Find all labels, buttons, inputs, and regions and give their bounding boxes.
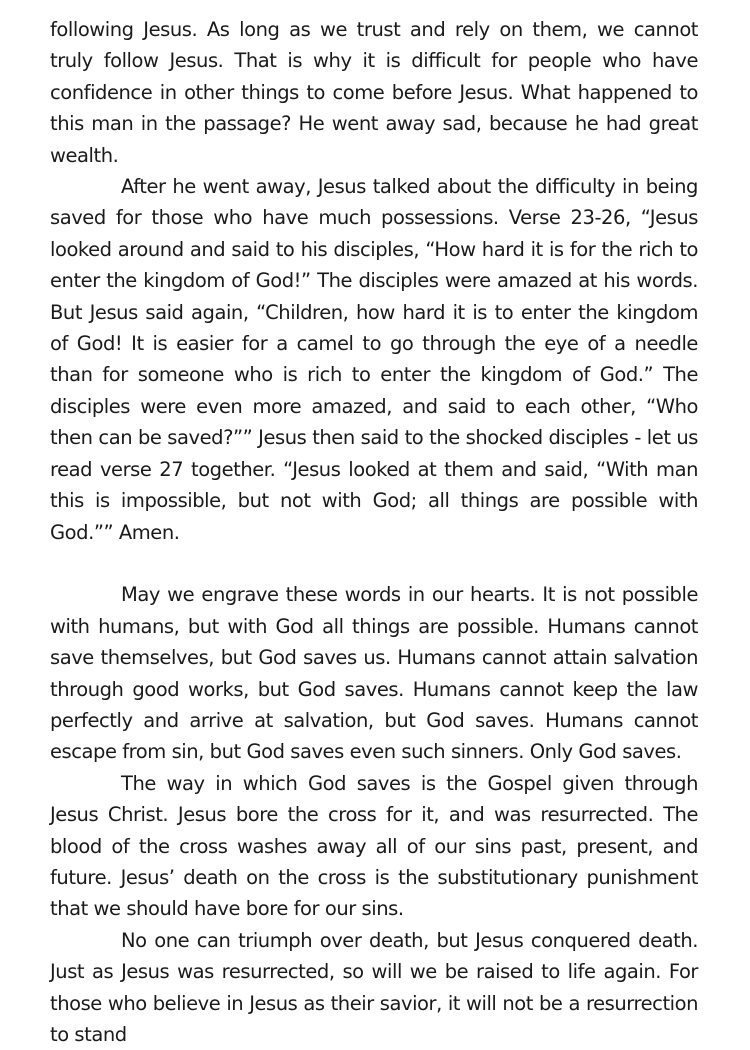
paragraph-spacer xyxy=(50,548,698,579)
paragraph-wealth: following Jesus. As long as we trust and rely on them, we cannot truly follow Jesus. That is why it is difficult for people who have confidence in other things to come before Jesus. What happened to this man in the passage? He went away sad, because he had great wealth. xyxy=(50,18,698,167)
paragraph-gospel: The way in which God saves is the Gospel given through Jesus Christ. Jesus bore the cross for it, and was resurrected. The blood of the cross washes away all of our sins past, present, and future. Jesus’ death on the cross is the substitutionary punishment that we should have bore for our sins. xyxy=(50,771,698,921)
paragraph-god-saves: May we engrave these words in our hearts. It is not possible with humans, but with God all things are possible. Humans cannot save themselves, but God saves us. Humans cannot attain salvation through good works, but God saves. Humans cannot keep the law perfectly and arrive at salvation, but God saves. Humans cannot escape from sin, but God saves even such sinners. Only God saves. xyxy=(50,583,698,764)
document-page xyxy=(50,14,698,1050)
paragraph-rich-man: After he went away, Jesus talked about the difficulty in being saved for those who have much possessions. Verse 23-26, “Jesus looked around and said to his disciples, “How hard it is for the rich to enter the kingdom of God!” The disciples were amazed at his words. But Jesus said again, “Children, how hard it is to enter the kingdom of God! It is easier for a camel to go through the eye of a needle than for someone who is rich to enter the kingdom of God.” The disciples were even more amazed, and said to each other, “Who then can be saved?”” Jesus then said to the shocked disciples - let us read verse 27 together. “Jesus looked at them and said, “With man this is impossible, but not with God; all things are possible with God.”” Amen. xyxy=(50,175,698,544)
paragraph-resurrection: No one can triumph over death, but Jesus conquered death. Just as Jesus was resurrected, so will we be raised to life again. For those who believe in Jesus as their savior, it will not be a resurrection to stand xyxy=(50,928,698,1046)
